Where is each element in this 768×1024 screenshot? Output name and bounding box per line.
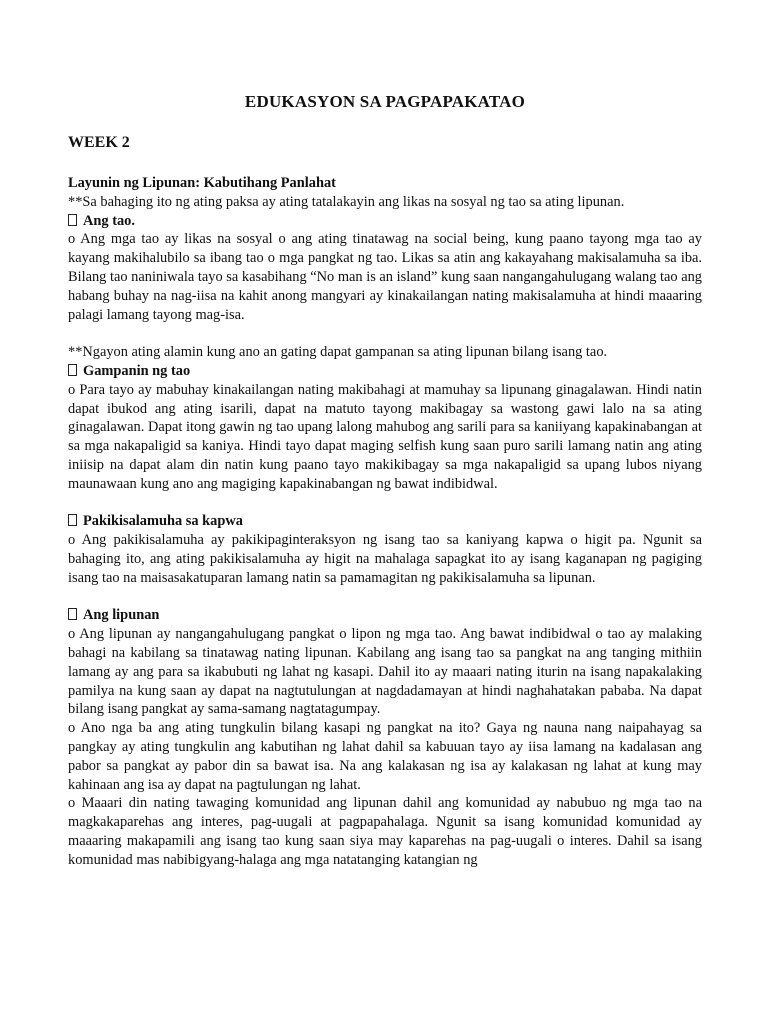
subheading-gampanin [68, 362, 702, 381]
subheading-label: Ang lipunan [83, 607, 160, 624]
paragraph: o Para tayo ay mabuhay kinakailangan nating makibahagi at mamuhay sa lipunang ginagalawan. Hindi natin dapat ibukod ang ating isarili, dapat na matuto tayong makibagay sa wastong gawi lalo na sa ating ginagalawan. Dapat itong gawin ng tao upang lalong mahubog ang sarili para sa kaniiyang kapakinabangan at sa mga nakapaligid sa kaniya. Hindi tayo dapat maging selfish kung saan puro sarili lamang natin ang ating iniisip na dapat alam din natin kung paano tayo makikibagay sa mga nakapaligid sa upang lubos niyang maunawaan kung ano ang magiging kapakinabangan ng bawat indibidwal. [68, 381, 702, 492]
bullet-box-icon [68, 514, 77, 526]
paragraph: o Ano nga ba ang ating tungkulin bilang kasapi ng pangkat na ito? Gaya ng nauna nang naipahayag sa pangkay ay ating tungkulin ang kabutihan ng lahat dahil sa kabuuan tayo ay iisa lamang na kadalasan ang pabor sa pangkat ay pabor din sa bawat isa. Na ang kalakasan ng isa ay kalakasan ng lahat at kung may kahinaan ang isa ay dapat na pagtulungan ng lahat. [68, 720, 702, 793]
paragraph: o Maaari din nating tawaging komunidad ang lipunan dahil ang komunidad ay nabubuo ng mga tao na magkakaparehas ang interes, pag-uugali at pagpapahalaga. Ngunit sa isang komunidad komunidad ay maaaring makapamili ang isang tao kung saan siya may kaparehas na pag-uugali o interes. Dahil sa isang komunidad mas nabibigyang-halaga ang mga natatanging katangian ng [68, 795, 702, 868]
bullet-box-icon [68, 214, 77, 226]
week-label: WEEK 2 [68, 134, 130, 151]
paragraph: o Ang lipunan ay nangangahulugang pangkat o lipon ng mga tao. Ang bawat indibidwal o tao ay malaking bahagi na kabilang sa tinatawag nating lipunan. Kabilang ang isang tao sa pangkat na ang tanging mithiin lamang ay ang para sa ikabubuti ng lahat ng kasapi. Dahil ito ay maaari nating iturin na isang napakalaking pamilya na kung saan ay dapat na nagtutulungan at nagdadamayan at hindi naghahatakan pababa. Na dapat bilang isang pangkat ay sama-samang nagtatagumpay. [68, 626, 702, 718]
section-heading: Layunin ng Lipunan: Kabutihang Panlahat [68, 175, 336, 191]
paragraph: o Ang mga tao ay likas na sosyal o ang ating tinatawag na social being, kung paano tayong mga tao ay kayang makihalubilo sa ibang tao o mga pangkat ng tao. Likas sa atin ang kakayahang makisalamuha sa iba. Bilang tao naniniwala tayo sa kasabihang “No man is an island” kung saan nangangahulugang walang tao ang habang buhay na nag-iisa na kahit anong mangyari ay kinakailangan nating makisalamuha at hindi maaaring palagi lamang tayong mag-isa. [68, 231, 702, 323]
subheading-label: Gampanin ng tao [83, 362, 191, 379]
subheading-lipunan [68, 606, 702, 625]
subheading-ang-tao [68, 212, 702, 231]
bullet-box-icon [68, 608, 77, 620]
document-title: EDUKASYON SA PAGPAPAKATAO [244, 92, 526, 111]
subheading-label: Ang tao. [83, 212, 135, 229]
subheading-pakikisalamuha [68, 512, 702, 531]
paragraph: o Ang pakikisalamuha ay pakikipaginteraksyon ng isang tao sa kaniyang kapwa o higit pa. Ngunit sa bahaging ito, ang ating pakikisalamuha ay higit na mahalaga sapagkat ito ay isang kaganapan ng pagiging isang tao na maisasakatuparan lamang natin sa pamamagitan ng pakikisalamuha sa lipunan. [68, 532, 702, 586]
document-body [68, 174, 702, 869]
intro-text: **Sa bahaging ito ng ating paksa ay ating tatalakayin ang likas na sosyal ng tao sa ating lipunan. [68, 193, 625, 210]
transition-text: **Ngayon ating alamin kung ano an gating dapat gampanan sa ating lipunan bilang isang tao. [68, 344, 608, 361]
subheading-label: Pakikisalamuha sa kapwa [83, 513, 243, 530]
bullet-box-icon [68, 364, 77, 376]
